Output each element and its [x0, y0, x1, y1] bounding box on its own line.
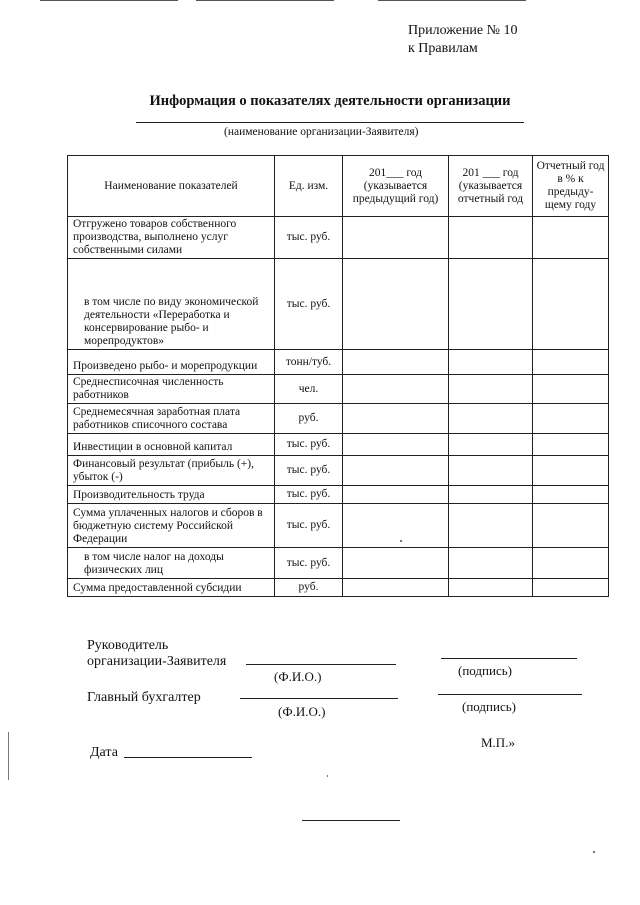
annex-reference: [408, 22, 518, 58]
reporting-year-cell[interactable]: [449, 456, 533, 486]
head-label-line2: организации-Заявителя: [87, 654, 227, 669]
table-row: [68, 504, 609, 548]
indicator-name-cell: Произведено рыбо- и морепродукции: [68, 350, 275, 375]
scan-edge-line: [378, 0, 526, 1]
annex-rules: к Правилам: [408, 41, 478, 56]
accountant-fio-caption: (Ф.И.О.): [278, 704, 326, 719]
indicator-name-cell: в том числе налог на доходы физических лиц: [68, 548, 275, 579]
percent-cell[interactable]: [533, 217, 609, 259]
header-percent-previous: Отчетный год в % к предыду- щему году: [533, 156, 609, 217]
unit-cell: тыс. руб.: [275, 486, 343, 504]
table-row: [68, 404, 609, 434]
reporting-year-cell[interactable]: [449, 504, 533, 548]
head-fio-line: [246, 664, 396, 665]
reporting-year-cell[interactable]: [449, 217, 533, 259]
scan-edge-line: [40, 0, 178, 1]
table-row: [68, 486, 609, 504]
previous-year-cell[interactable]: [343, 579, 449, 597]
header-indicator-name: Наименование показателей: [68, 156, 275, 217]
unit-cell: тыс. руб.: [275, 434, 343, 456]
indicator-name-cell: Среднемесячная заработная плата работников списочного состава: [68, 404, 275, 434]
previous-year-cell[interactable]: [343, 486, 449, 504]
reporting-year-cell[interactable]: [449, 579, 533, 597]
previous-year-cell[interactable]: [343, 456, 449, 486]
unit-cell: тыс. руб.: [275, 217, 343, 259]
percent-cell[interactable]: [533, 504, 609, 548]
accountant-signature-line: [438, 694, 582, 695]
scan-speck: [8, 732, 9, 780]
reporting-year-cell[interactable]: [449, 548, 533, 579]
accountant-label: Главный бухгалтер: [87, 690, 201, 705]
previous-year-cell[interactable]: [343, 350, 449, 375]
footer-line: [302, 820, 400, 821]
indicator-name-cell: Инвестиции в основной капитал: [68, 434, 275, 456]
accountant-fio-line: [240, 698, 398, 699]
document-title: Информация о показателях деятельности организации: [149, 93, 511, 109]
date-line: [124, 757, 252, 758]
unit-cell: тыс. руб.: [275, 548, 343, 579]
head-signature-line: [441, 658, 577, 659]
table-row: [68, 375, 609, 404]
reporting-year-cell[interactable]: [449, 259, 533, 350]
indicator-name-cell: Финансовый результат (прибыль (+), убыток (-): [68, 456, 275, 486]
previous-year-cell[interactable]: [343, 434, 449, 456]
accountant-signature-caption: (подпись): [462, 699, 516, 714]
percent-cell[interactable]: [533, 404, 609, 434]
stamp-label: М.П.»: [481, 735, 515, 750]
percent-cell[interactable]: [533, 350, 609, 375]
reporting-year-cell[interactable]: [449, 404, 533, 434]
percent-cell[interactable]: [533, 434, 609, 456]
organization-name-line: [136, 122, 524, 123]
indicator-name-cell: Сумма уплаченных налогов и сборов в бюджетную систему Российской Федерации: [68, 504, 275, 548]
organization-name-caption: (наименование организации-Заявителя): [224, 126, 419, 138]
table-header-row: [68, 156, 609, 217]
table-row: [68, 579, 609, 597]
previous-year-cell[interactable]: [343, 504, 449, 548]
unit-cell: тыс. руб.: [275, 259, 343, 350]
reporting-year-cell[interactable]: [449, 434, 533, 456]
scan-speck: [327, 775, 328, 777]
indicator-name-cell: Производительность труда: [68, 486, 275, 504]
unit-cell: тыс. руб.: [275, 504, 343, 548]
table-row: [68, 548, 609, 579]
percent-cell[interactable]: [533, 486, 609, 504]
scan-speck: [593, 851, 595, 853]
reporting-year-cell[interactable]: [449, 486, 533, 504]
previous-year-cell[interactable]: [343, 375, 449, 404]
unit-cell: руб.: [275, 579, 343, 597]
indicator-name-cell: в том числе по виду экономической деятельности «Переработка и консервирование рыбо- и морепродуктов»: [68, 259, 275, 350]
previous-year-cell[interactable]: [343, 259, 449, 350]
indicator-name-cell: Среднесписочная численность работников: [68, 375, 275, 404]
reporting-year-cell[interactable]: [449, 375, 533, 404]
percent-cell[interactable]: [533, 259, 609, 350]
head-fio-caption: (Ф.И.О.): [274, 669, 322, 684]
table-row: [68, 350, 609, 375]
indicator-name-cell: Сумма предоставленной субсидии: [68, 579, 275, 597]
table-row: [68, 217, 609, 259]
head-signature-caption: (подпись): [458, 663, 512, 678]
annex-number: Приложение № 10: [408, 23, 518, 38]
unit-cell: чел.: [275, 375, 343, 404]
percent-cell[interactable]: [533, 548, 609, 579]
previous-year-cell[interactable]: [343, 217, 449, 259]
header-previous-year: 201___ год (указывается предыдущий год): [343, 156, 449, 217]
unit-cell: руб.: [275, 404, 343, 434]
percent-cell[interactable]: [533, 456, 609, 486]
table-row: [68, 259, 609, 350]
unit-cell: тонн/туб.: [275, 350, 343, 375]
indicators-table: [67, 155, 609, 597]
header-unit: Ед. изм.: [275, 156, 343, 217]
head-label-line1: Руководитель: [87, 638, 169, 653]
unit-cell: тыс. руб.: [275, 456, 343, 486]
scan-speck: [400, 540, 402, 542]
reporting-year-cell[interactable]: [449, 350, 533, 375]
scan-edge-line: [196, 0, 334, 1]
header-reporting-year: 201 ___ год (указывается отчетный год: [449, 156, 533, 217]
previous-year-cell[interactable]: [343, 404, 449, 434]
previous-year-cell[interactable]: [343, 548, 449, 579]
table-row: [68, 434, 609, 456]
table-row: [68, 456, 609, 486]
date-label: Дата: [90, 745, 118, 760]
indicator-name-cell: Отгружено товаров собственного производства, выполнено услуг собственными силами: [68, 217, 275, 259]
percent-cell[interactable]: [533, 579, 609, 597]
percent-cell[interactable]: [533, 375, 609, 404]
